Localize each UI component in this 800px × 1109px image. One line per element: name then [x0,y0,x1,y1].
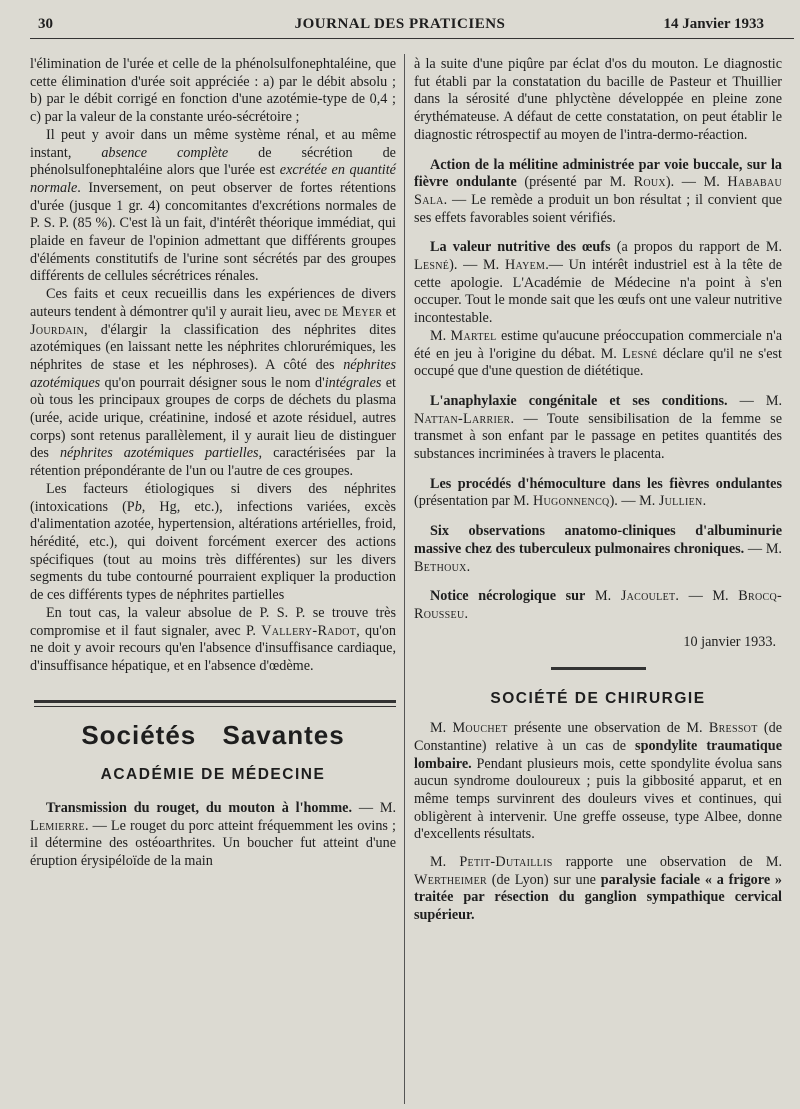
journal-title: JOURNAL DES PRATICIENS [294,16,506,32]
paragraph: l'élimination de l'urée et celle de la phénolsulfonephtaléine, que cette élimination d'urée soit appréciée : a) par le débit absolu ; b) par le débit corrigé en fonction d'une azotémie-type de 0,4 ; c) par la valeur de la constante uréo-sécrétoire ; [30,56,396,126]
session-date: 10 janvier 1933. [683,633,776,650]
paragraph: Les facteurs étiologiques si divers des néphrites (intoxications (Pb, Hg, etc.), infections variées, excès d'alimentation azotée, hypertension, altérations artérielles, froid, hérédité, etc.), qui doivent forcément exercer des actions spécifiques (tout au moins très différentes) sur les divers segments du tube contourné pourraient expliquer la production de ces différents types de néphrites partielles [30,480,396,604]
header-rule [30,38,794,39]
left-column [30,56,396,871]
right-column [414,56,782,925]
academy-heading: ACADÉMIE DE MÉDECINE [100,766,326,784]
report-entry: Transmission du rouget, du mouton à l'homme. — M. Lemierre. — Le rouget du porc atteint fréquemment les ovins ; il détermine des ostéoarthrites. Un boucher fut atteint d'une éruption érysipéloïde de la main [30,800,396,870]
report-entry: La valeur nutritive des œufs (a propos du rapport de M. Lesné). — M. Hayem.— Un intérêt industriel est à la tête de cette apologie. L'Académie de Médecine n'a point à s'en occuper. Tout le monde sait que les œufs ont une valeur nutritive incontestable. [414,239,782,327]
report-entry: Les procédés d'hémoculture dans les fièvres ondulantes (présentation par M. Hugonnencq). — M. Jullien. [414,475,782,510]
paragraph: Il peut y avoir dans un même système rénal, et au même instant, absence complète de sécrétion de phénolsulfonephtaléine alors que l'urée est excrétée en quantité normale. Inversement, on peut observer de fortes rétentions d'urée (jusque 1 gr. 4) concomitantes d'excrétions normales de P. S. P. (85 %). C'est là un fait, d'intérêt théorique immédiat, qui plaide en faveur de l'opinion admettant que différents groupes d'éléments constitutifs de l'urine sont sécrétés par des groupes différents de cellules sécrétrices rénales. [30,126,396,285]
surgery-heading: SOCIÉTÉ DE CHIRURGIE [490,690,706,708]
paragraph: Ces faits et ceux recueillis dans les expériences de divers auteurs tendent à démontrer qu'il y aurait lieu, avec de Meyer et Jourdain, d'élargir la classification des néphrites dites azotémiques (en laissant nette les néphrites chlorurémiques, les néphrites de stase et les néphroses). A côté des néphrites azotémiques qu'on pourrait désigner sous le nom d'intégrales et où tous les principaux groupes de corps de déchets du plasma (urée, acide urique, créatinine, indosé et azote résiduel, autres corps) sont retenus parallèlement, il y aurait lieu de distinguer des néphrites azotémiques partielles, caractérisées par la rétention prépondérante de l'un ou l'autre de ces groupes. [30,286,397,480]
paragraph: M. Martel estime qu'aucune préoccupation commerciale n'a été en jeu à l'origine du débat. M. Lesné déclare qu'il ne s'est occupé que d'une question de diététique. [414,327,782,380]
report-entry: M. Mouchet présente une observation de M. Bressot (de Constantine) relative à un cas de spondylite traumatique lombaire. Pendant plusieurs mois, cette spondylite évolua sans aucun syndrome douloureux ; puis la gibbosité apparut, et en même temps survinrent des douleurs vives et continues, qui obligèrent à intervenir. Une greffe osseuse, type Albee, donne d'excellents résultats. [414,720,782,843]
section-rule [551,667,646,670]
column-divider [404,54,405,1104]
page-header [0,0,800,42]
page-number: 30 [38,16,53,32]
paragraph: En tout cas, la valeur absolue de P. S. P. se trouve très compromise et il faut signaler, avec P. Vallery-Radot, qu'on ne doit y avoir recours qu'en l'absence d'insuffisance cardiaque, d'insuffisance hépatique, et en l'absence d'œdème. [30,604,396,674]
section-rule [34,700,396,707]
report-entry: Action de la mélitine administrée par voie buccale, sur la fièvre ondulante (présenté par M. Roux). — M. Hababau Sala. — Le remède a produit un bon résultat ; il convient que ses effets favorables soient vérifiés. [414,156,782,226]
issue-date: 14 Janvier 1933 [663,16,764,32]
report-entry: L'anaphylaxie congénitale et ses conditions. — M. Nattan-Larrier. — Toute sensibilisation de la femme se transmet à son enfant par le passage en petites quantités des substances incriminées à travers le placenta. [414,392,782,463]
paragraph: à la suite d'une piqûre par éclat d'os du mouton. Le diagnostic fut établi par la constatation du bacille de Pasteur et Thuillier dans la sérosité d'une phlyctène développée en pleine zone érythémateuse. A défaut de cette constatation, on peut établir le diagnostic rétrospectif au moyen de l'intra-dermo-réaction. [414,56,782,143]
report-entry: Notice nécrologique sur M. Jacoulet. — M. Brocq-Rousseu. [414,588,782,622]
report-entry: M. Petit-Dutaillis rapporte une observation de M. Wertheimer (de Lyon) sur une paralysie faciale « a frigore » traitée par résection du ganglion sympathique cervical supérieur. [414,854,782,924]
report-entry: Six observations anatomo-cliniques d'albuminurie massive chez des tuberculeux pulmonaires chroniques. — M. Bethoux. [414,523,782,575]
section-title: Sociétés Savantes [81,719,345,750]
